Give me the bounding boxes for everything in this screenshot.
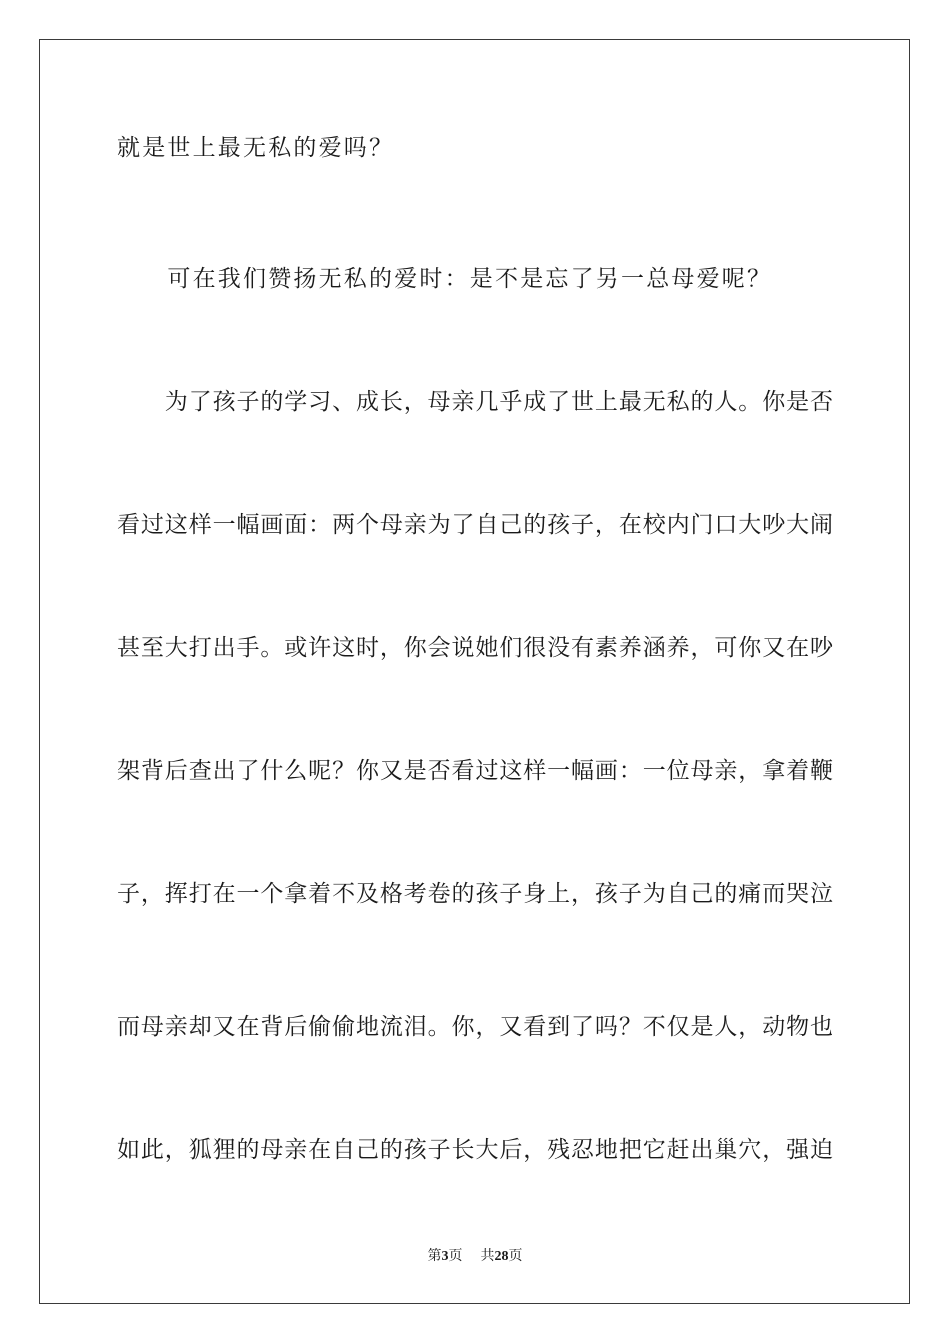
text-line: 就是世上最无私的爱吗？	[117, 135, 395, 161]
text-line: 为了孩子的学习、成长，母亲几乎成了世上最无私的人。你是否	[117, 389, 833, 415]
page-number: 3	[441, 1249, 449, 1264]
text-line: 子，挥打在一个拿着不及格考卷的孩子身上，孩子为自己的痛而哭泣	[117, 881, 833, 907]
page-footer	[0, 1247, 950, 1266]
text-line: 架背后查出了什么呢？你又是否看过这样一幅画：一位母亲，拿着鞭	[117, 758, 833, 784]
page-border	[39, 39, 910, 1304]
page-suffix: 页	[448, 1248, 463, 1264]
total-suffix: 页	[508, 1248, 523, 1264]
text-line: 而母亲却又在背后偷偷地流泪。你，又看到了吗？不仅是人，动物也	[117, 1014, 833, 1040]
page-prefix: 第	[427, 1248, 442, 1264]
text-line: 看过这样一幅画面：两个母亲为了自己的孩子，在校内门口大吵大闹	[117, 512, 833, 538]
text-line: 可在我们赞扬无私的爱时：是不是忘了另一总母爱呢？	[117, 266, 773, 292]
total-pages: 28	[494, 1249, 509, 1264]
text-line: 如此，狐狸的母亲在自己的孩子长大后，残忍地把它赶出巢穴，强迫	[117, 1137, 833, 1163]
text-line: 甚至大打出手。或许这时，你会说她们很没有素养涵养，可你又在吵	[117, 635, 833, 661]
total-prefix: 共	[480, 1248, 495, 1264]
